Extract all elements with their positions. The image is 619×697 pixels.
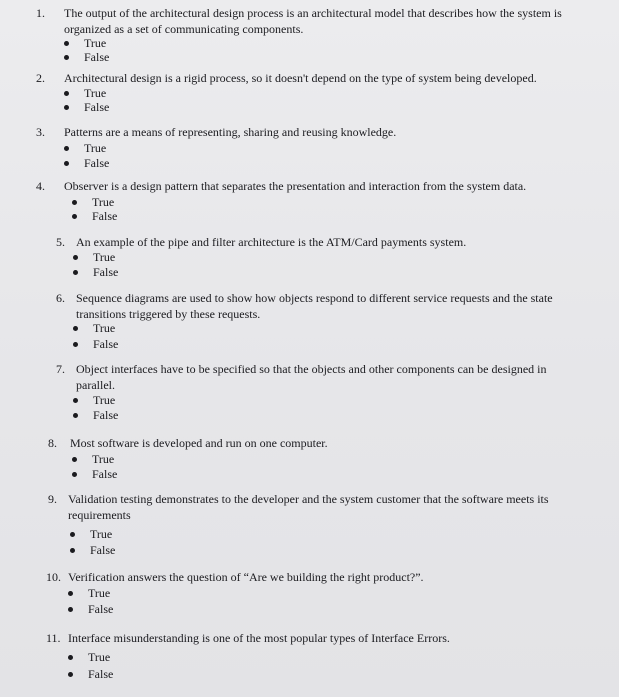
question-number: 11.: [46, 631, 61, 645]
bullet-icon: [73, 342, 78, 347]
question-number: 4.: [36, 179, 45, 193]
bullet-icon: [64, 146, 69, 151]
bullet-icon: [64, 55, 69, 60]
question-number: 9.: [48, 492, 57, 506]
bullet-icon: [70, 532, 75, 537]
bullet-icon: [64, 41, 69, 46]
question-number: 8.: [48, 436, 57, 450]
question-number: 5.: [56, 235, 65, 249]
question-text: An example of the pipe and filter architecture is the ATM/Card payments system.: [76, 235, 467, 249]
bullet-icon: [68, 591, 73, 596]
question-number: 1.: [36, 6, 45, 20]
question-text: Architectural design is a rigid process, so it doesn't depend on the type of system being developed.: [64, 71, 537, 85]
question-number: 2.: [36, 71, 45, 85]
question-number: 3.: [36, 125, 45, 139]
bullet-icon: [68, 655, 73, 660]
bullet-icon: [64, 91, 69, 96]
question-text: Sequence diagrams are used to show how objects respond to different service requests and the state transitions triggered by these requests.: [76, 291, 553, 321]
bullet-icon: [73, 413, 78, 418]
question-number: 7.: [56, 362, 65, 376]
bullet-icon: [68, 672, 73, 677]
question-text: Patterns are a means of representing, sharing and reusing knowledge.: [64, 125, 397, 139]
bullet-icon: [73, 398, 78, 403]
question-number: 10.: [46, 570, 61, 584]
question-text: Object interfaces have to be specified so that the objects and other components can be designed in parallel.: [76, 362, 547, 392]
bullet-icon: [72, 472, 77, 477]
bullet-icon: [73, 270, 78, 275]
question-text: Observer is a design pattern that separates the presentation and interaction from the system data.: [64, 179, 527, 193]
question-text: Verification answers the question of “Are we building the right product?”.: [68, 570, 424, 584]
question-text: Most software is developed and run on one computer.: [70, 436, 328, 450]
bullet-icon: [73, 255, 78, 260]
question-number: 6.: [56, 291, 65, 305]
bullet-icon: [72, 214, 77, 219]
bullet-icon: [72, 457, 77, 462]
question-text: Interface misunderstanding is one of the most popular types of Interface Errors.: [68, 631, 450, 645]
bullet-icon: [70, 548, 75, 553]
bullet-icon: [64, 105, 69, 110]
bullet-icon: [73, 326, 78, 331]
bullet-icon: [68, 607, 73, 612]
bullet-icon: [64, 161, 69, 166]
bullet-icon: [72, 200, 77, 205]
document-page: 1. The output of the architectural design process is an architectural model that describes how the system is organized as a set of communicating components. True False 2. Architectural design is a rigid process, so it doesn't depend on the type of system being developed. True False 3. Patterns are a means of representing, sharing and reusing knowledge. True False 4. Observer is a design pattern that separates the presentation and interaction from the system data. True False 5. An example of the pipe and filter architecture is the ATM/Card payments system. True False 6. Sequence diagrams are used to show how objects respond to different service requests and the state transitions triggered by these requests. True False 7. Object interfaces have to be specified so that the objects and other components can be designed in parallel. True False 8. Most software is developed and run on one computer. True False 9. Validation testing demonstrates to the developer and the system customer that the software meets its requirements True False 10. Verification answers the question of “Are we building the right product?”. True False 11. Interface misunderstanding is one of the most popular types of Interface Errors. True False: [0, 0, 619, 697]
question-text: The output of the architectural design process is an architectural model that describes how the system is organized as a set of communicating components.: [64, 6, 562, 36]
question-text: Validation testing demonstrates to the developer and the system customer that the software meets its requirements: [68, 492, 549, 522]
